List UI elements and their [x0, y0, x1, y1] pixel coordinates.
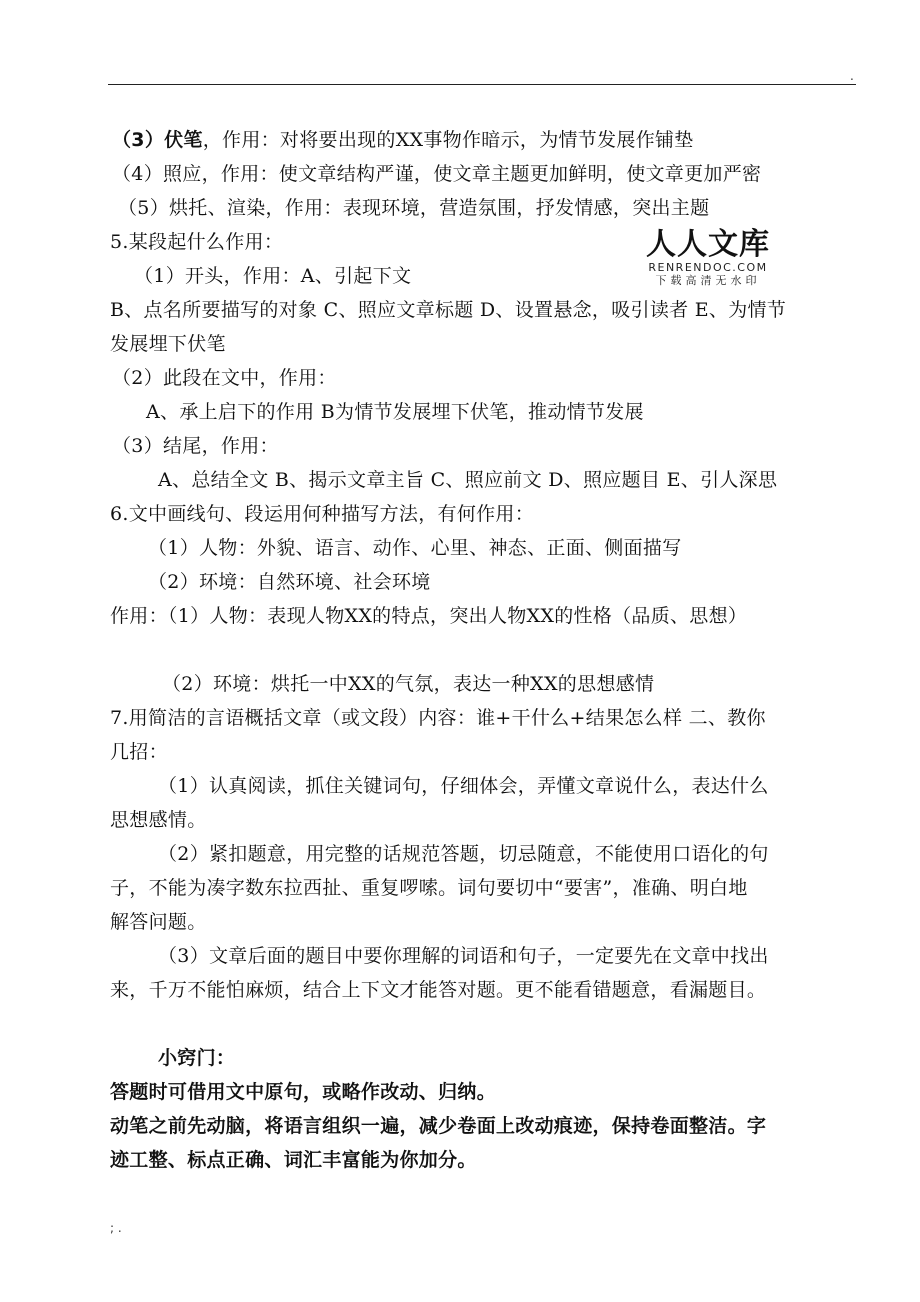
text-line: 解答问题。	[110, 911, 207, 933]
text-line: （2）此段在文中，作用：	[112, 367, 337, 389]
text-line: （2）环境：自然环境、社会环境	[148, 571, 431, 593]
header-rule	[108, 84, 856, 85]
text-line: 发展埋下伏笔	[110, 333, 226, 355]
text-line: A、总结全文 B、揭示文章主旨 C、照应前文 D、照应题目 E、引人深思	[158, 469, 778, 491]
text-line: A、承上启下的作用 B为情节发展埋下伏笔，推动情节发展	[146, 401, 644, 423]
text-line: （1）开头，作用：A、引起下文	[134, 265, 412, 287]
text-line: （1）认真阅读，抓住关键词句，仔细体会，弄懂文章说什么，表达什么	[158, 775, 769, 797]
text-span: ，作用：对将要出现的XX事物作暗示，为情节发展作铺垫	[202, 129, 694, 151]
text-line: B、点名所要描写的对象 C、照应文章标题 D、设置悬念，吸引读者 E、为情节	[110, 299, 787, 321]
text-line: 几招：	[110, 741, 168, 763]
text-line: （2）环境：烘托一中XX的气氛，表达一种XX的思想感情	[162, 673, 655, 695]
tip-line: 动笔之前先动脑，将语言组织一遍，减少卷面上改动痕迹，保持卷面整洁。字	[110, 1115, 767, 1137]
text-line: 思想感情。	[110, 809, 207, 831]
footer-corner-mark: ; .	[110, 1221, 122, 1235]
tip-line: 答题时可借用文中原句，或略作改动、归纳。	[110, 1081, 497, 1103]
tip-line: 迹工整、标点正确、词汇丰富能为你加分。	[110, 1149, 477, 1171]
text-line: （1）人物：外貌、语言、动作、心里、神态、正面、侧面描写	[148, 537, 682, 559]
text-line: （3）结尾，作用：	[112, 435, 279, 457]
text-line: 作用：（1）人物：表现人物XX的特点，突出人物XX的性格（品质、思想）	[110, 605, 748, 627]
text-line	[112, 129, 694, 151]
watermark-title: 人人文库	[646, 227, 770, 262]
text-line: 6.文中画线句、段运用何种描写方法，有何作用：	[110, 503, 535, 525]
watermark	[641, 228, 775, 287]
text-line: （2）紧扣题意，用完整的话规范答题，切忌随意，不能使用口语化的句	[158, 843, 769, 865]
watermark-tagline: 下载高清无水印	[655, 274, 761, 287]
watermark-url: RENRENDOC.COM	[648, 261, 768, 274]
term-bold: （3）伏笔	[112, 129, 203, 151]
text-line: 来，千万不能怕麻烦，结合上下文才能答对题。更不能看错题意，看漏题目。	[110, 979, 767, 1001]
text-line: 子，不能为凑字数东拉西扯、重复啰嗦。词句要切中“要害”，准确、明白地	[110, 877, 748, 899]
header-corner-mark: .	[850, 69, 854, 83]
text-line: （5）烘托、渲染，作用：表现环境，营造氛围，抒发情感，突出主题	[118, 197, 710, 219]
text-line: 7.用简洁的言语概括文章（或文段）内容：谁+干什么+结果怎么样 二、教你	[110, 707, 766, 729]
text-line: （3）文章后面的题目中要你理解的词语和句子，一定要先在文章中找出	[158, 945, 769, 967]
text-line: 5.某段起什么作用：	[110, 231, 284, 253]
tips-heading: 小窍门：	[158, 1047, 236, 1069]
text-line: （4）照应，作用：使文章结构严谨，使文章主题更加鲜明，使文章更加严密	[112, 163, 762, 185]
